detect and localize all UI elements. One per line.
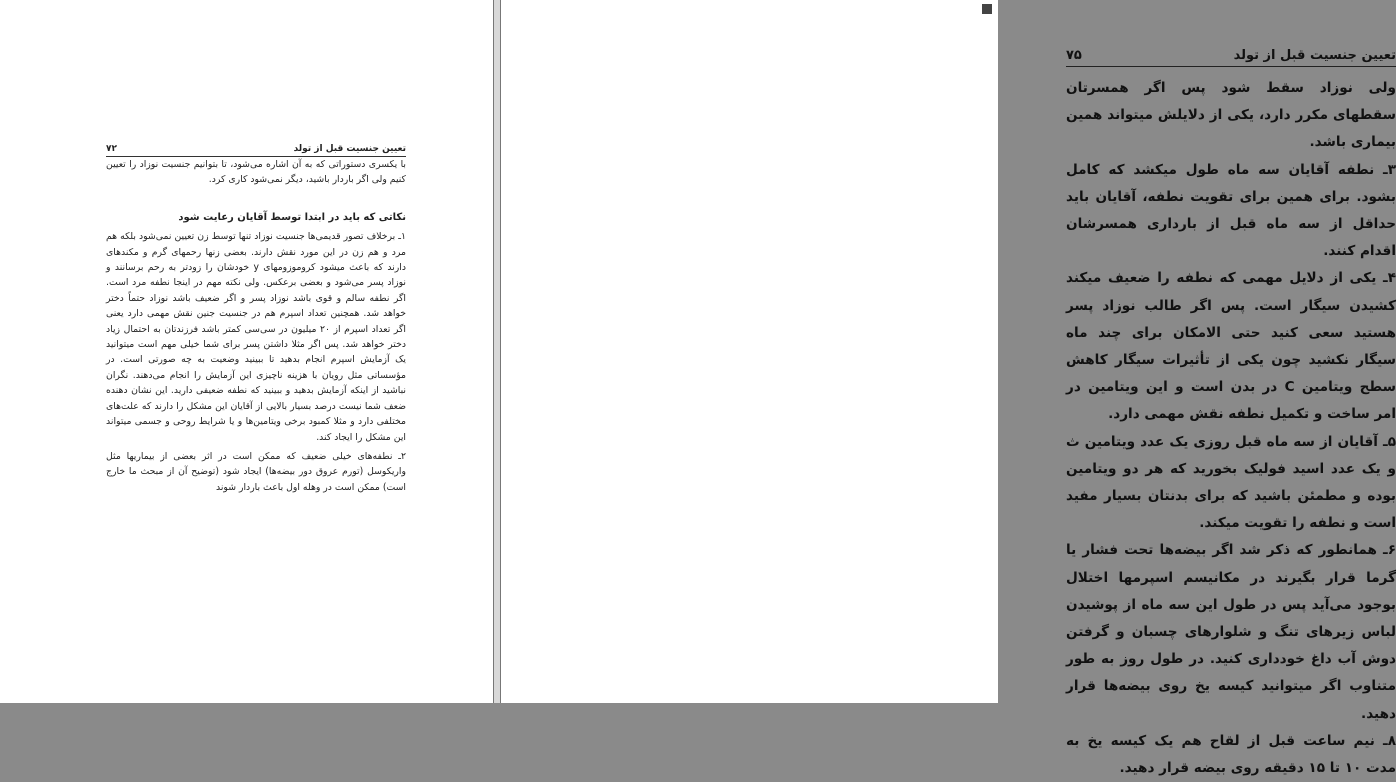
right-paragraph-4: ۵ـ آقایان از سه ماه قبل روزی یک عدد ویتامین ث و یک عدد اسید فولیک بخورید که هر دو ویتامین بوده و مطمئن باشید که برای بدنتان بسیار مفید است و نطفه را تقویت میکند.: [1066, 433, 1396, 532]
right-page-header: [1066, 48, 1396, 67]
left-page: [0, 0, 494, 703]
right-page-number: ۷۵: [1066, 48, 1082, 63]
right-paragraph-2: ۳ـ نطفه آقایان سه ماه طول میکشد که کامل بشود. برای همین برای تقویت نطفه، آقایان باید حداقل از سه ماه قبل از بارداری همسرشان اقدام کنند.: [1066, 161, 1396, 260]
left-page-content: [106, 144, 406, 495]
right-paragraph-1: ولی نوزاد سقط شود پس اگر همسرتان سقطهای مکرر دارد، یکی از دلایلش میتواند همین بیماری باشد.: [1066, 80, 1396, 151]
right-paragraph-5: ۶ـ همانطور که ذکر شد اگر بیضه‌ها تحت فشار یا گرما قرار بگیرند در مکانیسم اسپرمها اختلال بوجود می‌آید پس در طول این سه ماه از پوشیدن لباس زیرهای تنگ و شلوارهای چسبان و گرفتن دوش آب داغ خودداری کنید. در طول روز به طور متناوب اگر میتوانید کیسه یخ روی بیضه‌ها قرار دهید.: [1066, 542, 1396, 722]
right-header-title: تعیین جنسیت قبل از تولد: [1233, 48, 1396, 63]
left-paragraph-2: ۲ـ نطفه‌های خیلی ضعیف که ممکن است در اثر بعضی از بیماریها مثل واریکوسل (تورم عروق دور بیضه‌ها) ایجاد شود (توضیح آن از مبحث ما خارج است) ممکن است در وهله اول باعث باردار شوند: [106, 450, 406, 493]
right-page-content: [1066, 48, 1396, 782]
corner-mark: [982, 4, 992, 14]
left-paragraph-1: ۱ـ برخلاف تصور قدیمی‌ها جنسیت نوزاد تنها توسط زن تعیین نمی‌شود بلکه هم مرد و هم زن در این مورد نقش دارند. بعضی زنها رحمهای گرم و مکندهای دارند که باعث میشود کروموزومهای y خودشان را زودتر به رحم برسانند و نوزاد پسر می‌شود و بعضی برعکس. ولی نکته مهم در اینجا نطفه مرد است. اگر نطفه سالم و قوی باشد نوزاد پسر و اگر ضعیف باشد نوزاد حتماً دختر خواهد شد. همچنین تعداد اسپرم هم در جنسیت جنین نقش مهمی دارد یعنی اگر تعداد اسپرم از ۲۰ میلیون در سی‌سی کمتر باشد فرزندتان به احتمال زیاد دختر خواهد شد. پس اگر مثلا داشتن پسر برای شما خیلی مهم است میتوانید یک آزمایش اسپرم انجام بدهید تا ببینید وضعیت به چه صورتی است. در مؤسساتی مثل رویان با هزینه ناچیزی این آزمایش را انجام می‌دهند. نگران نباشید از اینکه آزمایش بدهید و ببینید که نطفه ضعیفی دارید. این نشان دهنده ضعف شما نیست درصد بسیار بالایی از آقایان این مشکل را دارند که علت‌های مختلفی دارد و مثلا کمبود برخی ویتامین‌ها و یا شرایط روحی و جسمی میتواند این مشکل را ایجاد کند.: [106, 231, 406, 443]
left-header-title: تعیین جنسیت قبل از تولد: [293, 144, 406, 154]
left-page-number: ۷۲: [106, 144, 117, 154]
right-paragraph-3: ۴ـ یکی از دلایل مهمی که نطفه را ضعیف میکند کشیدن سیگار است. پس اگر طالب نوزاد پسر هستید سعی کنید حتی الامکان برای چند ماه سیگار نکشید چون یکی از تأثیرات سیگار کاهش سطح ویتامین C در بدن است و این ویتامین در امر ساخت و تکمیل نطفه نقش مهمی دارد.: [1066, 270, 1396, 423]
right-paragraph-6: ۸ـ نیم ساعت قبل از لقاح هم یک کیسه یخ به مدت ۱۰ تا ۱۵ دقیقه روی بیضه قرار دهید.: [1066, 732, 1396, 777]
right-page: [500, 0, 1396, 777]
left-page-header: [106, 144, 406, 157]
left-section-heading: نکاتی که باید در ابتدا توسط آقایان رعایت شود: [178, 211, 406, 223]
left-intro-paragraph: با یکسری دستوراتی که به آن اشاره می‌شود، تا بتوانیم جنسیت نوزاد را تعیین کنیم ولی اگر باردار باشید، دیگر نمی‌شود کاری کرد.: [106, 159, 406, 186]
